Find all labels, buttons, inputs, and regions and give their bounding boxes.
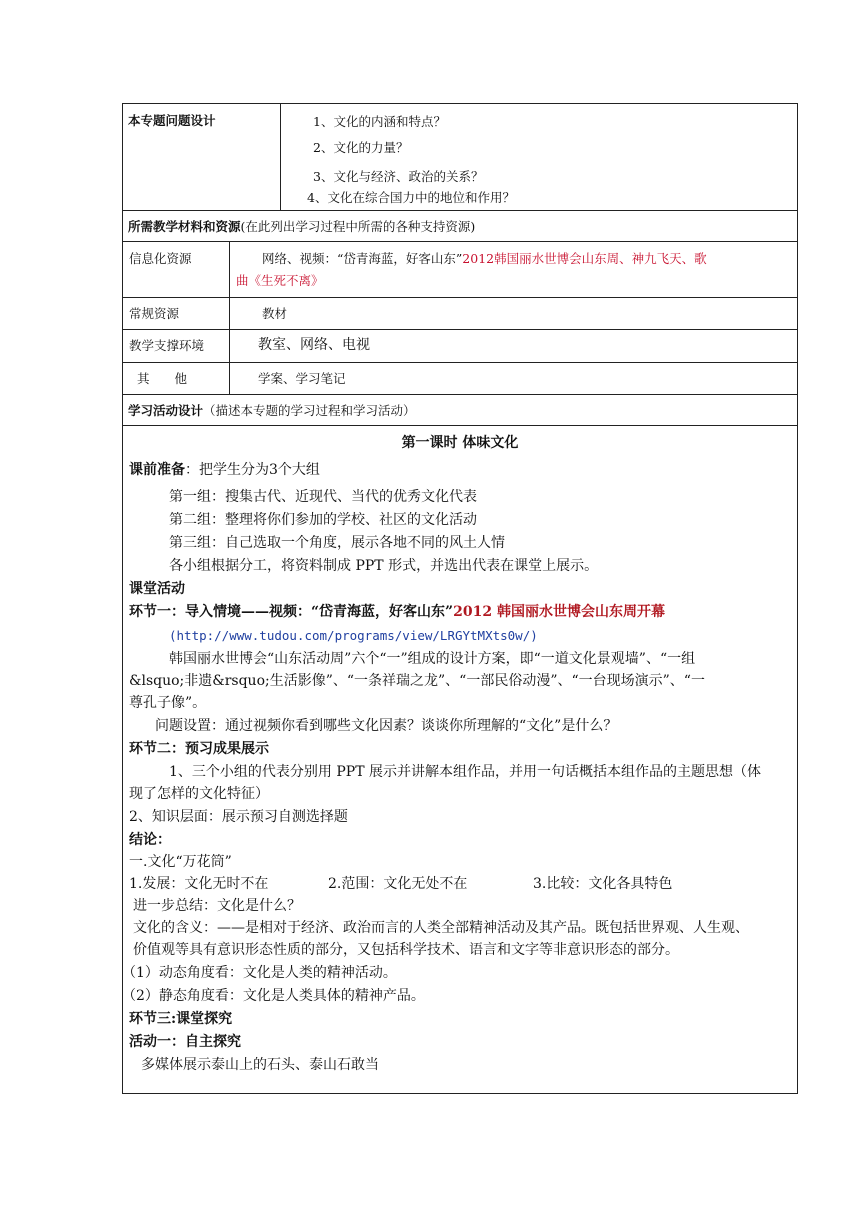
- resource-value-continued: 曲《生死不离》: [236, 273, 324, 288]
- prep-line: 课前准备：把学生分为3个大组: [129, 462, 320, 478]
- section2-item1-line: 现了怎样的文化特征）: [129, 786, 269, 802]
- group-item: 第二组：整理将你们参加的学校、社区的文化活动: [169, 512, 477, 528]
- activity-design-label: 学习活动设计: [128, 403, 204, 418]
- lesson-title: 第一课时 体味文化: [401, 435, 519, 451]
- wanhuatong-heading: 一.文化“万花筒”: [129, 854, 232, 870]
- question-item: 1、文化的内涵和特点？: [313, 114, 446, 129]
- feature-item: 2.范围：文化无处不在: [328, 876, 468, 892]
- table-divider: [122, 425, 798, 426]
- table-divider: [122, 362, 798, 363]
- materials-label: 所需教学材料和资源: [128, 219, 241, 234]
- section1-paragraph-line: 韩国丽水世博会“山东活动周”六个“一”组成的设计方案，即“一道文化景观墙”、“一组: [169, 651, 696, 667]
- table-divider: [122, 297, 798, 298]
- section2-item1-line: 1、三个小组的代表分别用 PPT 展示并讲解本组作品，并用一句话概括本组作品的主题思想（体: [169, 764, 761, 780]
- section1-paragraph-line: &lsquo;非遗&rsquo;生活影像”、“一条祥瑞之龙”、“一部民俗动漫”、“一台现场演示”、“一: [129, 673, 705, 689]
- problem-design-label: 本专题问题设计: [128, 113, 216, 128]
- resource-label: 常规资源: [129, 306, 180, 321]
- resource-label: 教学支撑环境: [129, 338, 205, 353]
- section1-paragraph-line: 尊孔子像”。: [129, 695, 207, 711]
- table-divider: [122, 241, 798, 242]
- activity-design-note: （描述本专题的学习过程和学习活动）: [203, 403, 416, 418]
- materials-note: (在此列出学习过程中所需的各种支持资源): [240, 219, 476, 234]
- resource-label: 信息化资源: [129, 251, 192, 266]
- activity1-text: 多媒体展示泰山上的石头、泰山石敢当: [141, 1057, 379, 1073]
- resource-label: 其 他: [137, 371, 188, 386]
- question-item: 4、文化在综合国力中的地位和作用？: [307, 190, 515, 205]
- feature-item: 3.比较：文化各具特色: [533, 876, 673, 892]
- resource-value: 学案、学习笔记: [258, 371, 346, 386]
- feature-item: 1.发展：文化无时不在: [129, 876, 269, 892]
- table-divider: [122, 329, 798, 330]
- section1-question: 问题设置：通过视频你看到哪些文化因素？谈谈你所理解的“文化”是什么？: [155, 718, 618, 734]
- materials-header: [128, 218, 475, 236]
- table-divider: [229, 241, 230, 394]
- section2-item2: 2、知识层面：展示预习自测选择题: [129, 809, 348, 825]
- group-item: 第一组：搜集古代、近现代、当代的优秀文化代表: [169, 489, 477, 505]
- resource-value: 教材: [262, 306, 288, 321]
- static-view: （2）静态角度看：文化是人类具体的精神产品。: [122, 988, 425, 1004]
- question-item: 3、文化与经济、政治的关系？: [313, 169, 484, 184]
- resource-value: 网络、视频：“岱青海蓝，好客山东”2012韩国丽水世博会山东周、神九飞天、歌: [262, 251, 707, 266]
- table-divider: [122, 210, 798, 211]
- class-activity-heading: 课堂活动: [129, 581, 185, 597]
- further-summary: 进一步总结：文化是什么？: [133, 898, 301, 914]
- table-divider: [280, 103, 281, 210]
- question-item: 2、文化的力量？: [313, 140, 409, 155]
- section2-title: 环节二：预习成果展示: [129, 741, 269, 757]
- group-item: 第三组：自己选取一个角度，展示各地不同的风土人情: [169, 535, 505, 551]
- resource-value: 教室、网络、电视: [258, 337, 370, 353]
- section3-title: 环节三:课堂探究: [129, 1011, 233, 1027]
- activity-design-header: [128, 402, 416, 420]
- table-divider: [122, 394, 798, 395]
- dynamic-view: （1）动态角度看：文化是人类的精神活动。: [122, 965, 397, 981]
- section1-title: 环节一：导入情境——视频：“岱青海蓝，好客山东”2012 韩国丽水世博会山东周开幕: [129, 604, 665, 620]
- group-item: 各小组根据分工，将资料制成 PPT 形式，并选出代表在课堂上展示。: [169, 558, 599, 574]
- definition-line: 文化的含义：——是相对于经济、政治而言的人类全部精神活动及其产品。既包括世界观、人生观、: [133, 920, 749, 936]
- definition-line: 价值观等具有意识形态性质的部分，又包括科学技术、语言和文字等非意识形态的部分。: [133, 942, 679, 958]
- video-link[interactable]: (http://www.tudou.com/programs/view/LRGYtMXts0w/): [169, 628, 538, 643]
- activity1-title: 活动一：自主探究: [129, 1034, 241, 1050]
- conclusion-label: 结论：: [129, 832, 171, 848]
